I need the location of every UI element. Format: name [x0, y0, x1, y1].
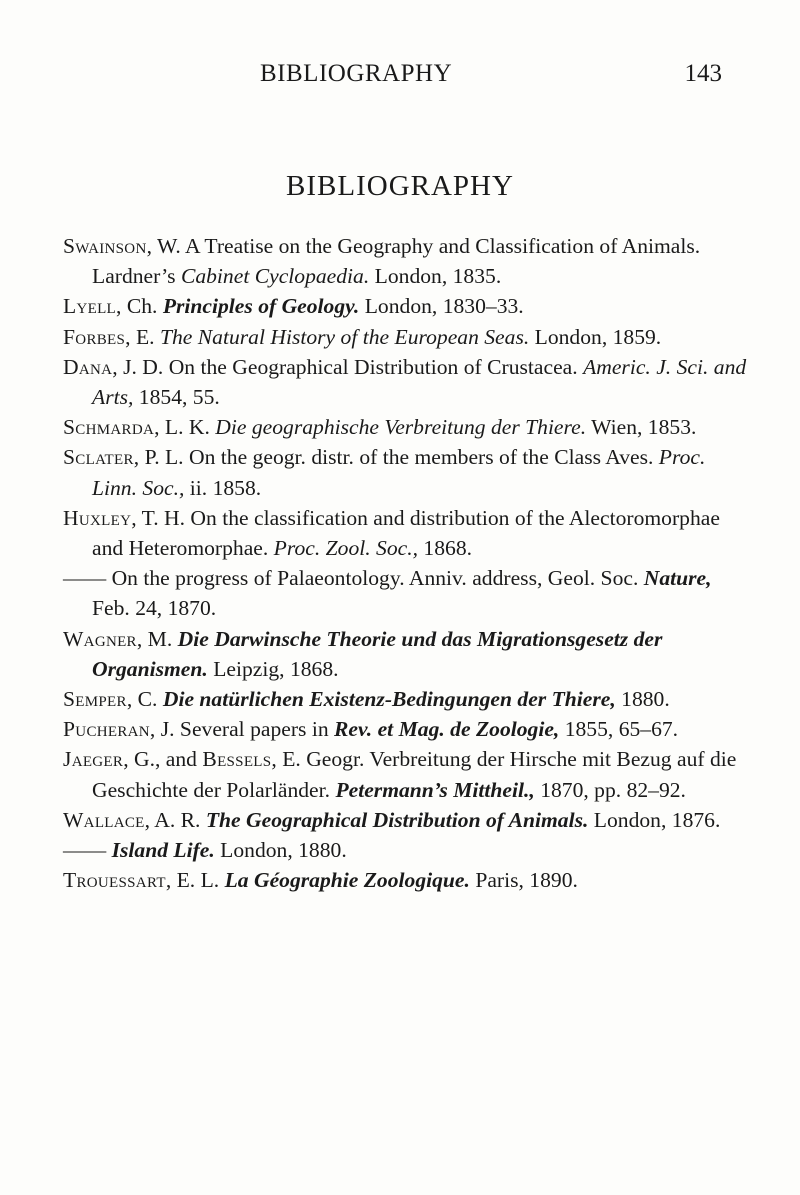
bibliography-entry — [63, 563, 753, 623]
entry-author: Pucheran — [63, 717, 150, 742]
bibliography-entry — [63, 744, 753, 804]
entry-title: Proc. Linn. Soc., — [92, 445, 706, 500]
entry-title: Americ. J. Sci. and Arts, — [92, 354, 747, 410]
entry-author: Wagner — [63, 626, 137, 651]
entry-title: Die geographische Verbreitung der Thiere. — [215, 415, 587, 440]
entry-coauthor: Bessels — [202, 747, 272, 772]
running-head — [0, 60, 800, 100]
entry-title: Petermann’s Mittheil., — [335, 777, 535, 802]
entry-author-initials: , T. H. — [131, 505, 186, 530]
entry-author: Wallace — [63, 807, 145, 832]
entry-author: Huxley — [63, 505, 132, 530]
page-number: 143 — [684, 60, 722, 87]
entry-author: Jaeger — [63, 747, 124, 772]
entry-publication: 1880. — [615, 687, 670, 712]
section-title: BIBLIOGRAPHY — [286, 170, 514, 202]
entry-author: Sclater — [63, 445, 134, 470]
entry-publication: London, 1859. — [529, 324, 662, 349]
entry-title: La Géographie Zoologique. — [224, 868, 470, 893]
entry-author-initials: , C. — [126, 687, 158, 712]
entry-author-initials: , E. — [125, 324, 155, 349]
entry-author: Lyell — [63, 294, 117, 319]
entry-title: The Geographical Distribution of Animals. — [205, 807, 589, 832]
entry-publication: 1855, 65–67. — [559, 717, 679, 742]
entry-author-initials: , G., and — [123, 747, 203, 772]
entry-text: On the geogr. distr. of the members of the Class Aves. — [183, 445, 659, 470]
entry-title: Island Life. — [111, 838, 215, 863]
entry-title: Nature, — [643, 566, 712, 591]
entry-publication: 1870, pp. 82–92. — [534, 777, 686, 802]
entry-publication: Paris, 1890. — [469, 868, 578, 893]
entry-author-initials: , Ch. — [116, 294, 158, 319]
entry-author-initials: , P. L. — [133, 445, 184, 470]
entry-publication: London, 1830–33. — [359, 294, 524, 319]
entry-title: Die natürlichen Existenz-Bedingungen der Thiere, — [162, 687, 616, 712]
entry-title: Proc. Zool. Soc., — [273, 536, 419, 561]
bibliography-entry — [63, 714, 753, 744]
entry-publication: Wien, 1853. — [586, 415, 697, 440]
entry-ditto-dash: —— — [63, 838, 107, 863]
entry-author-initials: , A. R. — [144, 807, 201, 832]
entry-text: Several papers in — [174, 717, 335, 742]
entry-ditto-dash: —— — [63, 566, 107, 591]
entry-publication: London, 1835. — [369, 264, 502, 289]
entry-author-initials: , J. D. — [112, 354, 164, 379]
bibliography-entry — [63, 291, 753, 321]
entry-publication: 1868. — [418, 536, 473, 561]
entry-title: The Natural History of the European Seas. — [159, 324, 530, 349]
entry-author-initials: , W. — [146, 234, 181, 258]
entry-coauthor-initials: , E. — [271, 747, 301, 772]
entry-text: A Treatise on the Geography and Classification of Animals. Lardner’s — [92, 234, 701, 289]
bibliography-entry — [63, 412, 753, 442]
bibliography-entry — [63, 835, 753, 865]
entry-publication: London, 1876. — [588, 807, 721, 832]
bibliography-entry — [63, 322, 753, 352]
bibliography-list — [63, 231, 753, 895]
entry-author-initials: , E. L. — [165, 868, 220, 893]
entry-author: Schmarda — [63, 415, 155, 440]
entry-title: Cabinet Cyclopaedia. — [180, 264, 370, 289]
running-title: BIBLIOGRAPHY — [260, 60, 453, 87]
entry-publication: Feb. 24, 1870. — [92, 596, 217, 621]
entry-author-initials: , L. K. — [154, 415, 210, 440]
entry-author: Semper — [63, 687, 127, 712]
entry-title: Die Darwinsche Theorie und das Migrationsgesetz der Organismen. — [92, 626, 663, 681]
entry-text: Geogr. Verbreitung der Hirsche mit Bezug auf die Geschichte der Polarländer. — [92, 747, 737, 802]
bibliography-entry — [63, 503, 753, 563]
entry-text: On the classification and distribution of the Alectoromorphae and Heteromorphae. — [92, 505, 720, 561]
entry-author-initials: , M. — [136, 626, 173, 651]
bibliography-entry — [63, 684, 753, 714]
bibliography-entry — [63, 442, 753, 502]
bibliography-entry — [63, 352, 753, 412]
entry-author: Swainson — [63, 234, 147, 258]
entry-publication: ii. 1858. — [184, 475, 262, 500]
entry-title: Rev. et Mag. de Zoologie, — [334, 717, 560, 742]
entry-text: On the Geographical Distribution of Crustacea. — [163, 354, 584, 379]
entry-text: On the progress of Palaeontology. Anniv. address, Geol. Soc. — [106, 566, 644, 591]
entry-title: Principles of Geology. — [162, 294, 360, 319]
bibliography-entry — [63, 805, 753, 835]
entry-publication: 1854, 55. — [133, 385, 220, 410]
entry-author: Trouessart — [63, 868, 166, 893]
entry-publication: Leipzig, 1868. — [207, 656, 339, 681]
bibliography-entry — [63, 624, 753, 684]
bibliography-entry — [63, 865, 753, 895]
entry-publication: London, 1880. — [214, 838, 347, 863]
entry-author: Forbes — [63, 324, 126, 349]
entry-author-initials: , J. — [149, 717, 175, 742]
entry-author: Dana — [63, 354, 113, 379]
bibliography-entry — [63, 231, 753, 291]
